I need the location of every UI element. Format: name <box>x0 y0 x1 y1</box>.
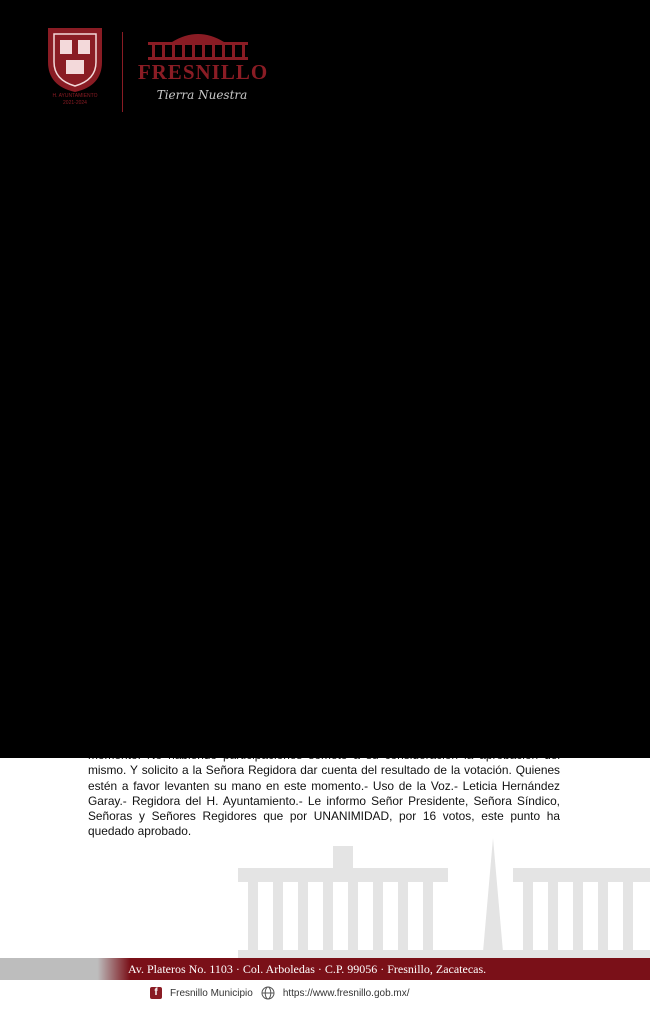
brand-tagline: Tierra Nuestra <box>156 88 248 102</box>
facebook-link[interactable]: Fresnillo Municipio <box>170 987 253 999</box>
seal-caption-line2: 2021-2024 <box>63 100 87 106</box>
building-icon <box>128 26 278 60</box>
seal-caption <box>40 93 110 107</box>
fresnillo-logo <box>128 26 278 116</box>
website-link[interactable]: https://www.fresnillo.gob.mx/ <box>282 987 410 999</box>
brand-name: FRESNILLO <box>137 60 269 84</box>
seal-caption-line1: H. AYUNTAMIENTO <box>52 93 98 99</box>
footer-links <box>150 985 410 1001</box>
globe-icon <box>261 986 275 1000</box>
logo-divider <box>122 32 123 112</box>
minutes-paragraph: mismo. Y solicito a la Señora Regidora dar cuenta del resultado de la votación. Quienes estén a favor levanten su mano en este momento.- Uso de la Voz.- Leticia Hernández Garay.- Regidora del H. Ayuntamiento.- Le informo Señor Presidente, Señora Síndico, Señoras y Señores Regidores que por UNANIMIDAD, por 16 votos, este punto ha quedado aprobado. <box>88 763 560 839</box>
facebook-icon[interactable]: f <box>150 987 162 999</box>
footer-address: Av. Plateros No. 1103 · Col. Arboledas · C.P. 99056 · Fresnillo, Zacatecas. <box>128 962 487 976</box>
monument-watermark <box>238 838 650 960</box>
municipal-seal-logo <box>44 24 106 94</box>
